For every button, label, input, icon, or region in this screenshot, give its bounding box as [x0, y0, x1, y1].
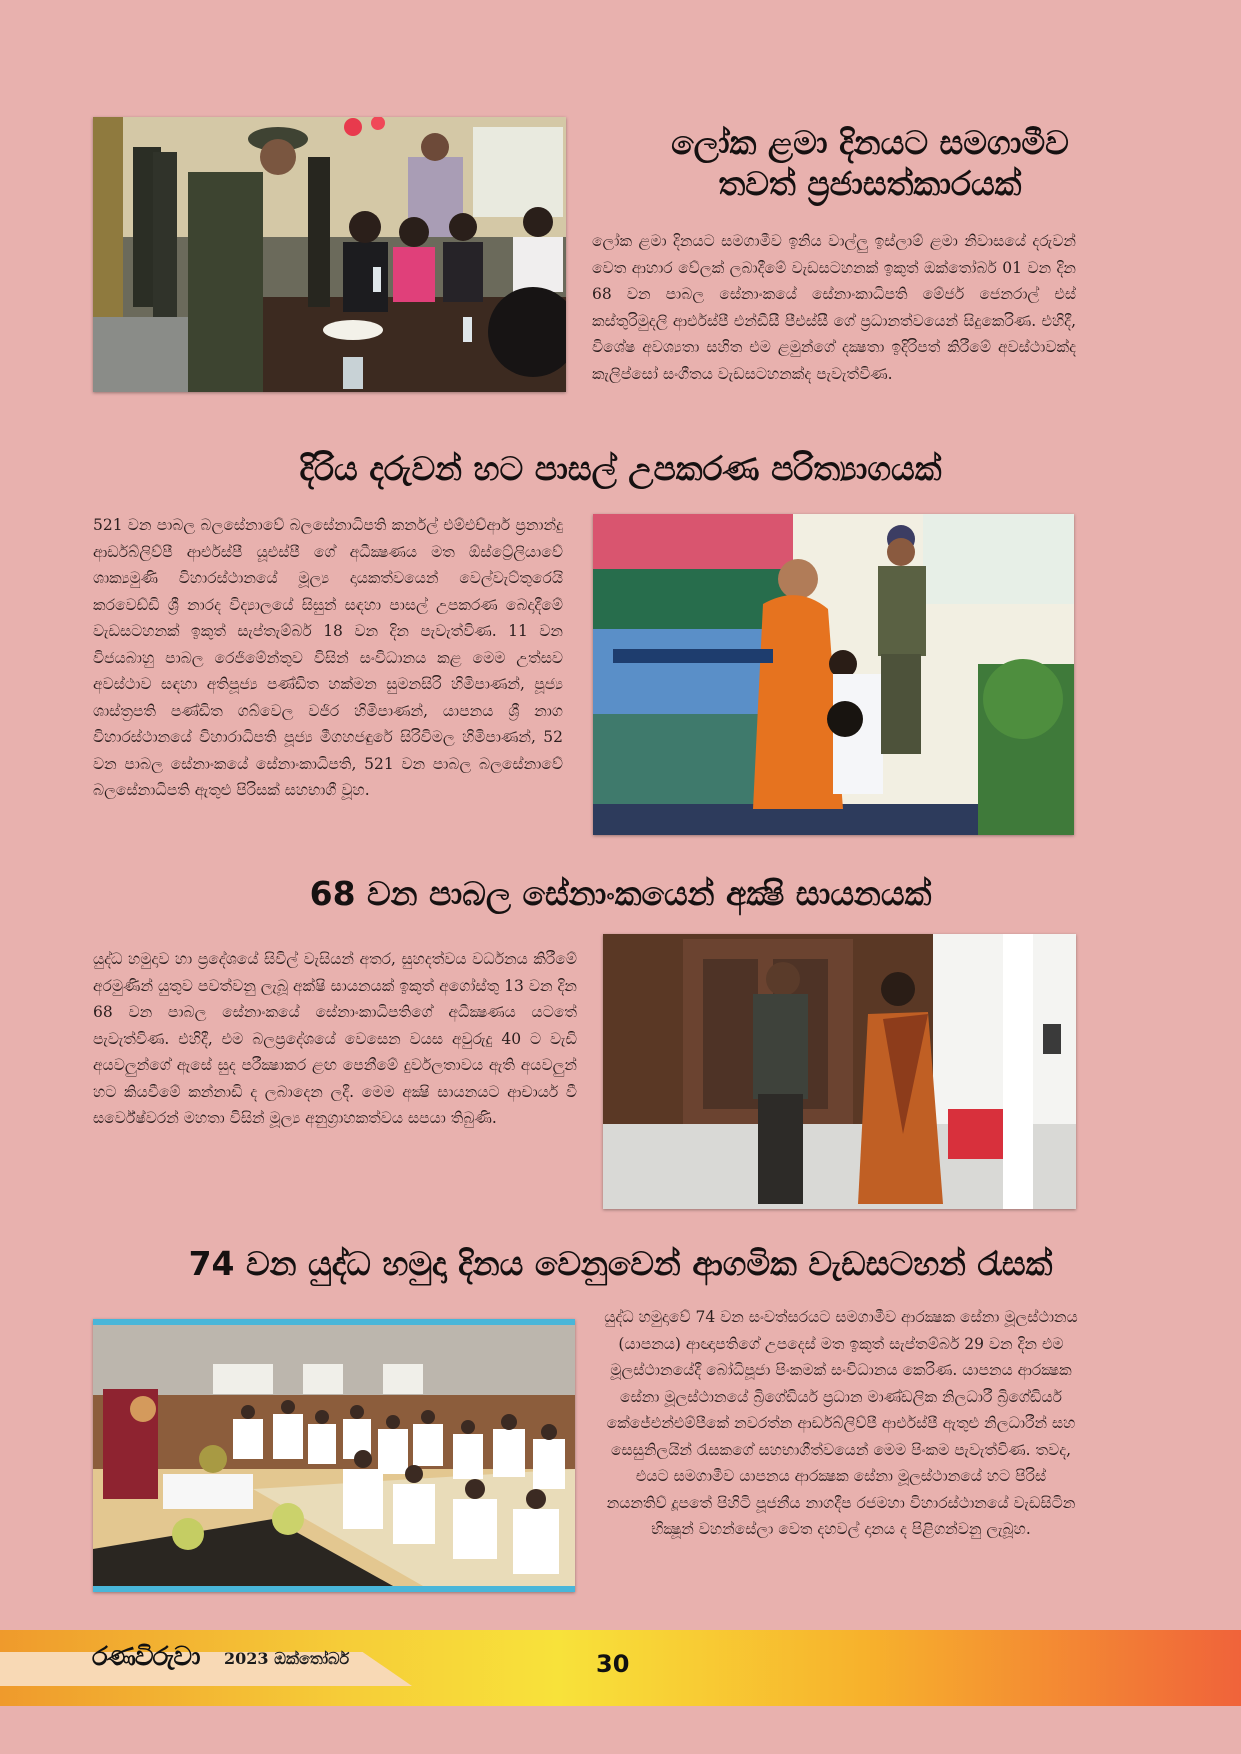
article-4-headline: 74 වන යුද්ධ හමුදා දිනය වෙනුවෙන් ආගමික වැඩසටහන් රැසක්	[188, 1244, 1053, 1283]
article-3-body: යුද්ධ හමුදාව හා ප්‍රදේශයේ සිවිල් වැසියන් අතර, සුහදත්වය වර්ධනය කිරීමේ අරමුණින් යුතුව පවත්වනු ලැබූ අක්ෂි සායනයක් ඉකුත් අගෝස්තු 13 වන දින 68 වන පාබල සේනාංකයේ සේනාංකාධිපතිගේ අධීක්‍ෂණය යටතේ පැවැත්විණ. එහිදී, එම බලප්‍රදේශයේ වෙසෙන වයස අවුරුදු 40 ට වැඩි අයවලුන්ගේ ඇසේ සුද පරීක්‍ෂාකර ළඟ පෙනීමේ දුර්වලතාවය ඇති අයවලුන් හට කියවීමේ කන්නාඩි ද ලබාදෙන ලදී. මෙම අක්‍ෂි සායනයට ආචාර්ය වී සර්වේෂ්වරන් මහතා විසින් මූල්‍ය අනුග්‍රාහකත්වය සපයා තිබුණි.	[93, 950, 577, 1127]
page-number: 30	[596, 1650, 630, 1678]
article-1-headline-line2: තවත් ප්‍රජාසත්කාරයක්	[718, 164, 1022, 204]
article-2-headline: දිරිය දරුවන් හට පාසල් උපකරණ පරිත්‍යාගයක්	[299, 449, 942, 488]
article-2-body: 521 වන පාබල බලසේනාවේ බලසේනාධිපති කර්නල් එම්එච්ආර් ප්‍රනාන්දු ආර්ඩබ්ලිව්පී ආර්එස්පී යූඑස්පී ගේ අධීක්‍ෂණය මත ඕස්ට්‍රේලියාවේ ශාක්‍යමුණි විහාරස්ථානයේ මූල්‍ය දායකත්වයෙන් වෙල්වැට්තුරෙයි කරවෙඩ්ඩි ශ්‍රී නාරද විද්‍යාලයේ සිසුන් සඳහා පාසල් උපකරණ බෙදාදීමේ වැඩසටහනක් ඉකුත් සැප්තැම්බර් 18 වන දින පැවැත්විණ. 11 වන විජයබාහු පාබල රෙජිමේන්තුව විසින් සංවිධානය කළ මෙම උත්සව අවස්ථාව සඳහා අතිපූජ්‍ය පණ්ඩිත හක්මන සුමනසිරි හිමිපාණන්, පූජ්‍ය ශාස්ත්‍රපති පණ්ඩිත ගබ්වෙල වජිර හිමිපාණන්, යාපනය ශ්‍රී නාග විහාරස්ථානයේ විහාරාධිපති පූජ්‍ය මීගහජඳුරේ සිරිවිමල හිමිපාණන්, 52 වන පාබල සේනාංකයේ සේනාංකාධිපති, 521 වන පාබල බලසේනාවේ බලසේනාධිපති ඇතුළු පිරිසක් සහභාගී වූහ.	[93, 516, 563, 799]
article-1-body: ලෝක ළමා දිනයට සමගාමීව ඉනිය වාල්ලු ඉස්ලාම් ළමා නිවාසයේ දරුවන් වෙත ආහාර වේලක් ලබාදීමේ වැඩසටහනක් ඉකුත් ඔක්තෝබර් 01 වන දින 68 වන පාබල සේනාංකයේ සේනාංකාධිපති මේජර් ජෙනරාල් එස් කස්තුරිමුදලි ආර්එස්පී එන්ඩීසී පීඑස්සී ගේ ප්‍රධානත්වයෙන් සිදුකෙරිණ. එහිදී, විශේෂ අවශ්‍යතා සහිත එම ළමුන්ගේ දක්‍ෂතා ඉදිරිපත් කිරීමේ අවස්ථාවක්ද කැලිප්සෝ සංගීතය වැඩසටහනක්ද පැවැත්විණ.	[592, 232, 1076, 383]
issue-date: 2023 ඔක්තෝබර්	[224, 1649, 350, 1668]
magazine-name: රණවිරුවා	[92, 1642, 200, 1672]
article-1-headline	[590, 122, 1150, 205]
photo-school-equipment-donation	[593, 514, 1074, 835]
page-footer	[0, 1630, 1241, 1706]
article-1-headline-line1: ලෝක ළමා දිනයට සමගාමීව	[671, 123, 1069, 162]
photo-bodhi-puja-hall	[93, 1319, 575, 1592]
photo-childrens-day-meal	[93, 117, 566, 392]
footer-tab	[0, 1652, 412, 1686]
article-4-body: යුද්ධ හමුදාවේ 74 වන සංවත්සරයට සමගාමීව ආරක්‍ෂක සේනා මූලස්ථානය (යාපනය) ආඥාපතිගේ උපදෙස් මත ඉකුත් සැප්තම්බර් 29 වන දින එම මූලස්ථානයේදී බෝධිපූජා පිංකමක් සංවිධානය කෙරිණ. යාපනය ආරක්‍ෂක සේනා මූලස්ථානයේ බ්‍රිගේඩියර් ප්‍රධාන මාණ්ඩලික නිලධාරී බ්‍රිගේඩියර් කේජේඑන්එම්පීකේ නවරත්න ආර්ඩබ්ලිව්පී ආර්එස්පී ඇතුළු නිලධාරීන් සහ සෙසුනිලයින් රැසකගේ සහභාගීත්වයෙන් මෙම පිංකම පැවැත්විණ. තවද, එයට සමගාමීව යාපනය ආරක්‍ෂක සේනා මූලස්ථානයේ හට පිරිස් නයනතිව් දූපතේ පිහිටි පූජනීය නාගදීප රජමහා විහාරස්ථානයේ වැඩසිටින භික්‍ෂූන් වහන්සේලා වෙත දහවල් දානය ද පිළිගන්වනු ලැබූහ.	[604, 1308, 1078, 1538]
photo-eye-clinic	[603, 934, 1076, 1209]
article-3-headline: 68 වන පාබල සේනාංකයෙන් අක්‍ෂි සායනයක්	[309, 874, 932, 913]
